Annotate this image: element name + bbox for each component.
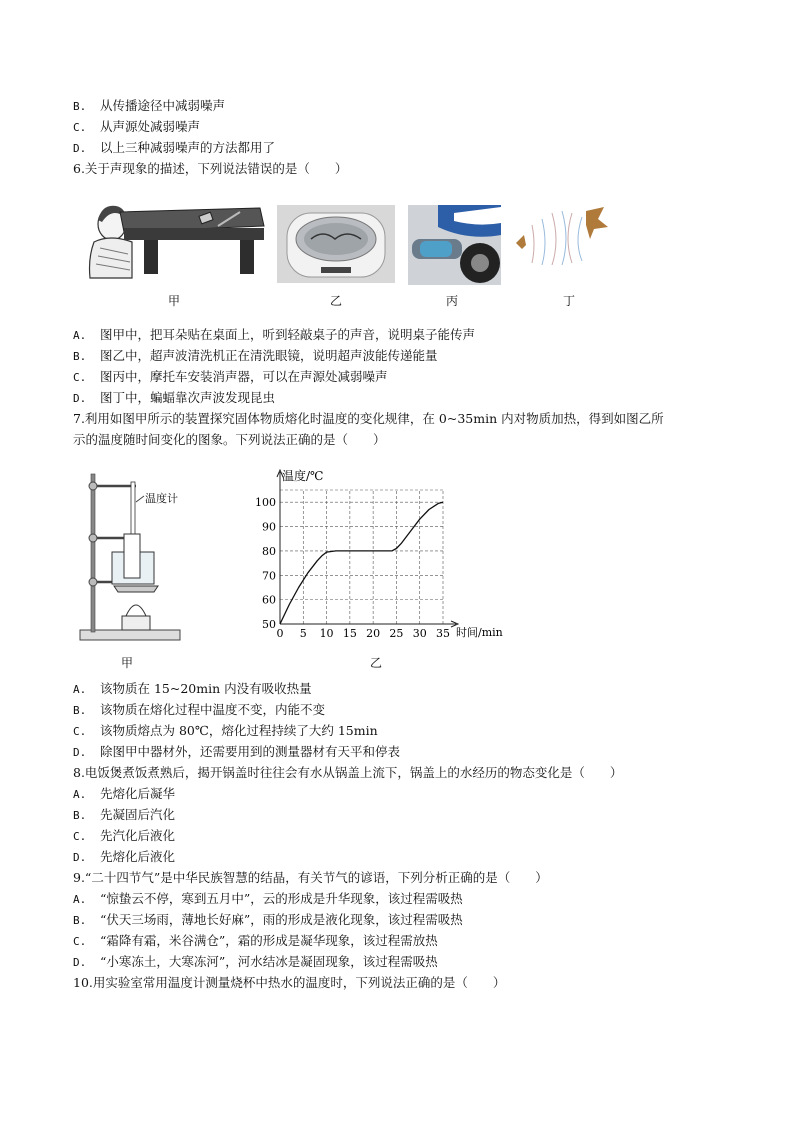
x-tick-label: 35 — [436, 627, 450, 640]
chart-series — [280, 502, 443, 624]
q6-stem: 6.关于声现象的描述，下列说法错误的是（ ） — [73, 161, 348, 176]
option-text: 以上三种减弱噪声的方法都用了 — [100, 140, 276, 155]
option-text: 先熔化后液化 — [100, 849, 176, 864]
thermometer-label: 温度计 — [145, 492, 178, 505]
option-label: D. — [73, 746, 87, 759]
y-tick-label: 70 — [262, 569, 276, 583]
option-text: 该物质熔点为 80℃，熔化过程持续了大约 15min — [100, 723, 378, 738]
chart-axes — [277, 470, 458, 627]
q9-option-b — [73, 910, 463, 931]
option-label: B. — [73, 100, 87, 113]
option-label: C. — [73, 725, 87, 738]
q5-option-d — [73, 138, 275, 159]
option-label: B. — [73, 914, 87, 927]
q6-option-d — [73, 388, 275, 409]
option-label: A. — [73, 893, 87, 906]
q6-option-a — [73, 325, 475, 346]
x-tick-label: 5 — [299, 627, 307, 640]
y-tick-label: 100 — [255, 496, 276, 510]
option-label: C. — [73, 935, 87, 948]
x-tick-label: 0 — [276, 627, 284, 640]
q8-stem: 8.电饭煲煮饭煮熟后，揭开锅盖时往往会有水从锅盖上流下，锅盖上的水经历的物态变化是（ ） — [73, 765, 623, 780]
q10-stem: 10.用实验室常用温度计测量烧杯中热水的温度时，下列说法正确的是（ ） — [73, 975, 506, 990]
option-label: A. — [73, 329, 87, 342]
option-label: B. — [73, 809, 87, 822]
option-text: 从传播途径中减弱噪声 — [100, 98, 226, 113]
option-label: D. — [73, 851, 87, 864]
figure-caption-yi: 乙 — [330, 294, 343, 308]
q9-stem: 9.“二十四节气”是中华民族智慧的结晶，有关节气的谚语，下列分析正确的是（ ） — [73, 870, 548, 885]
option-text: 图乙中，超声波清洗机正在清洗眼镜，说明超声波能传递能量 — [100, 348, 438, 363]
option-label: D. — [73, 142, 87, 155]
q7-option-b — [73, 700, 325, 721]
option-text: 该物质在 15~20min 内没有吸收热量 — [100, 681, 312, 696]
figure-caption-ding: 丁 — [563, 294, 576, 308]
q7-stem-line1: 7.利用如图甲所示的装置探究固体物质熔化时温度的变化规律，在 0~35min 内对物质加热，得到如图乙所 — [73, 411, 664, 426]
x-tick-label: 15 — [342, 627, 357, 640]
option-text: “惊蛰云不停，寒到五月中”，云的形成是升华现象，该过程需吸热 — [100, 891, 463, 906]
option-label: C. — [73, 121, 87, 134]
option-text: 从声源处减弱噪声 — [100, 119, 201, 134]
option-label: A. — [73, 683, 87, 696]
q5-option-c — [73, 117, 200, 138]
q8-option-a — [73, 784, 175, 805]
option-label: D. — [73, 392, 87, 405]
q8-option-b — [73, 805, 175, 826]
x-axis-label: 时间/min — [456, 626, 503, 639]
option-label: C. — [73, 371, 87, 384]
figure-caption-yi-q7: 乙 — [370, 656, 383, 670]
y-tick-label: 60 — [262, 593, 276, 607]
option-text: 图甲中，把耳朵贴在桌面上，听到轻敲桌子的声音，说明桌子能传声 — [100, 327, 476, 342]
option-text: 先汽化后液化 — [100, 828, 176, 843]
option-label: D. — [73, 956, 87, 969]
q5-option-b — [73, 96, 225, 117]
option-text: “伏天三场雨，薄地长好麻”，雨的形成是液化现象，该过程需吸热 — [100, 912, 463, 927]
table-ear-illustration — [80, 198, 265, 280]
q8-option-c — [73, 826, 175, 847]
option-text: 图丙中，摩托车安装消声器，可以在声源处减弱噪声 — [100, 369, 388, 384]
option-label: A. — [73, 788, 87, 801]
q8-option-d — [73, 847, 175, 868]
q6-option-c — [73, 367, 388, 388]
option-text: 先熔化后凝华 — [100, 786, 176, 801]
y-tick-label: 90 — [262, 520, 276, 534]
q9-option-c — [73, 931, 438, 952]
option-text: 除图甲中器材外，还需要用到的测量器材有天平和停表 — [100, 744, 401, 759]
ultrasonic-cleaner-photo — [277, 205, 395, 283]
option-text: 先凝固后汽化 — [100, 807, 176, 822]
q7-option-c — [73, 721, 378, 742]
q7-stem-line2: 示的温度随时间变化的图象。下列说法正确的是（ ） — [73, 432, 386, 447]
option-text: “霜降有霜，米谷满仓”，霜的形成是凝华现象，该过程需放热 — [100, 933, 438, 948]
y-tick-label: 50 — [262, 618, 276, 631]
figure-caption-jia-q7: 甲 — [121, 656, 134, 670]
q7-option-d — [73, 742, 400, 763]
x-tick-label: 10 — [319, 627, 334, 640]
option-label: C. — [73, 830, 87, 843]
figure-caption-jia: 甲 — [168, 294, 181, 308]
motorcycle-muffler-photo — [408, 205, 501, 285]
x-tick-label: 20 — [366, 627, 381, 640]
bat-echolocation-illustration — [512, 205, 612, 265]
x-tick-label: 30 — [412, 627, 427, 640]
x-tick-label: 25 — [389, 627, 404, 640]
option-text: 该物质在熔化过程中温度不变，内能不变 — [100, 702, 326, 717]
option-label: B. — [73, 350, 87, 363]
temperature-time-chart — [250, 462, 520, 642]
y-tick-label: 80 — [262, 544, 276, 558]
q9-option-a — [73, 889, 463, 910]
chart-grid — [280, 490, 443, 624]
figure-caption-bing: 丙 — [446, 294, 459, 308]
q7-option-a — [73, 679, 312, 700]
option-text: “小寒冻土，大寒冻河”，河水结冰是凝固现象，该过程需吸热 — [100, 954, 438, 969]
temperature-curve — [280, 502, 443, 624]
option-text: 图丁中，蝙蝠靠次声波发现昆虫 — [100, 390, 276, 405]
y-axis-label: 温度/℃ — [282, 469, 324, 483]
option-label: B. — [73, 704, 87, 717]
q9-option-d — [73, 952, 438, 973]
q6-option-b — [73, 346, 438, 367]
